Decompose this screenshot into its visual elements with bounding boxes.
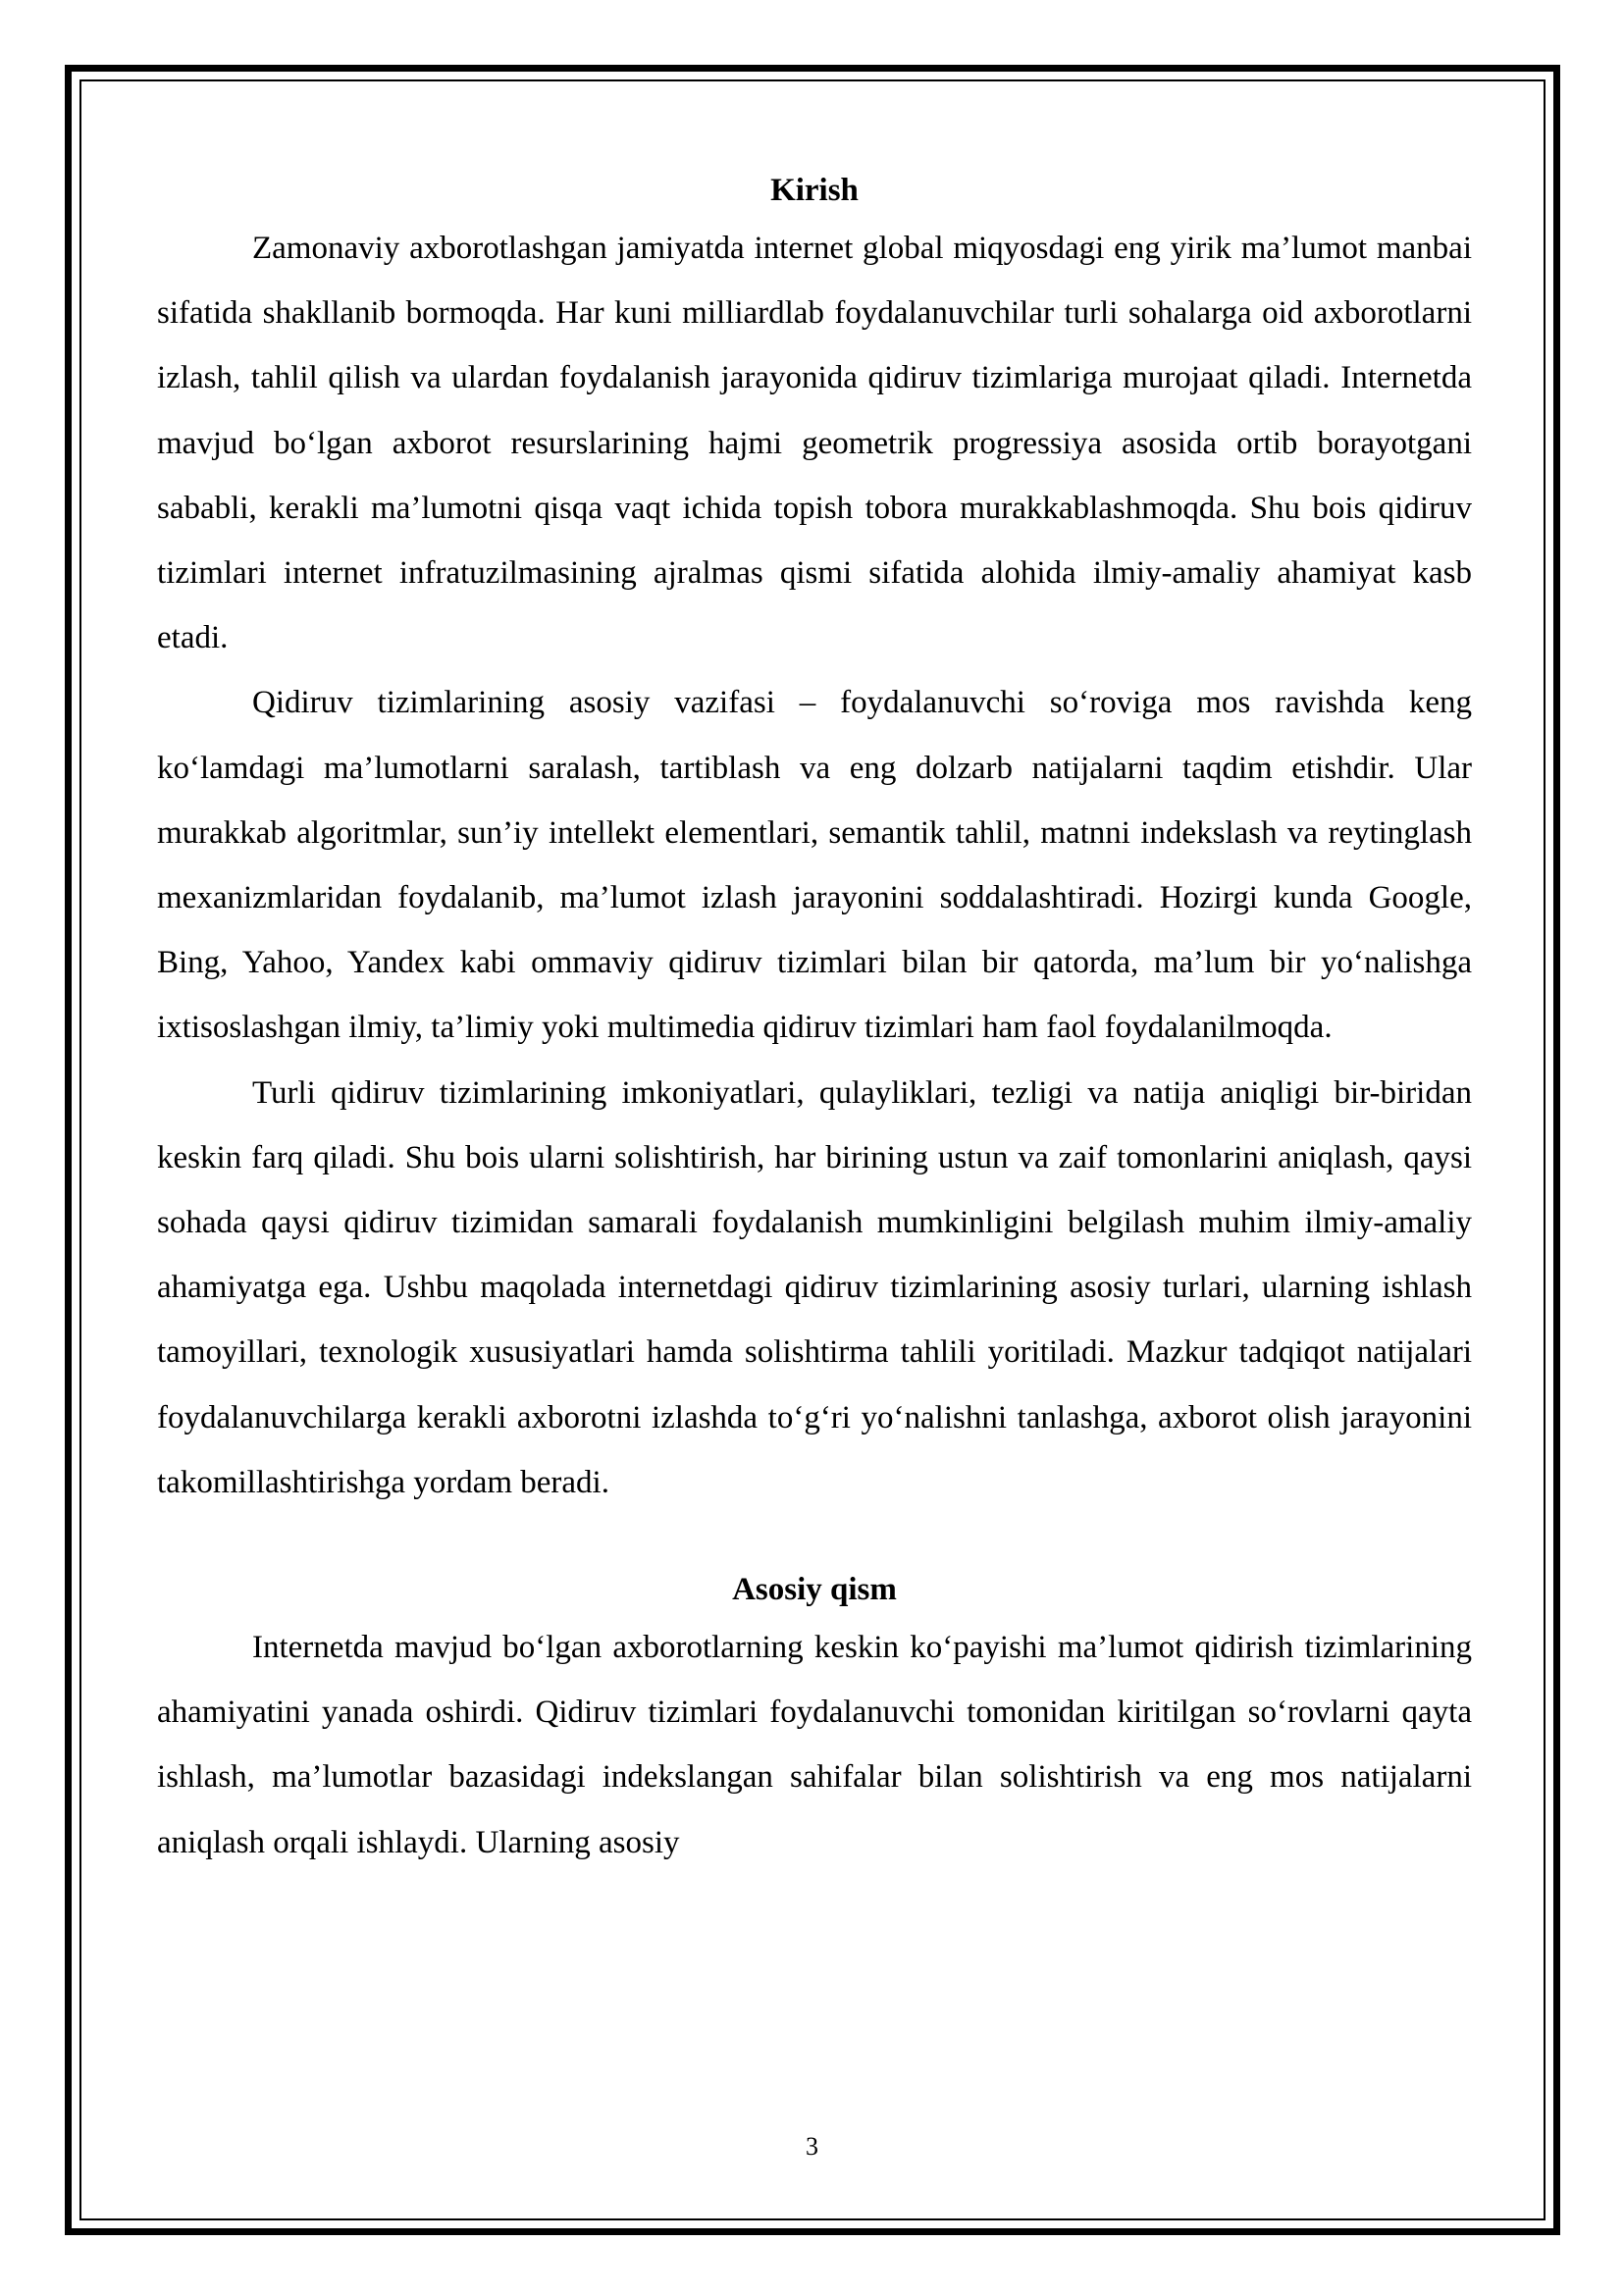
page-content <box>157 165 1472 1875</box>
intro-paragraph-1: Zamonaviy axborotlashgan jamiyatda internet global miqyosdagi eng yirik ma’lumot manbai sifatida shakllanib bormoqda. Har kuni milliardlab foydalanuvchilar turli sohalarga oid axborotlarni izlash, tahlil qilish va ulardan foydalanish jarayonida qidiruv tizimlariga murojaat qiladi. Internetda mavjud bo‘lgan axborot resurslarining hajmi geometrik progressiya asosida ortib borayotgani sababli, kerakli ma’lumotni qisqa vaqt ichida topish tobora murakkablashmoqda. Shu bois qidiruv tizimlari internet infratuzilmasining ajralmas qismi sifatida alohida ilmiy-amaliy ahamiyat kasb etadi. <box>157 231 1472 656</box>
section-spacer <box>157 1515 1472 1564</box>
section-title-asosiy-qism: Asosiy qism <box>732 1572 897 1608</box>
page-number: 3 <box>806 2132 818 2161</box>
intro-paragraph-3: Turli qidiruv tizimlarining imkoniyatlari, qulayliklari, tezligi va natija aniqligi bir-biridan keskin farq qiladi. Shu bois ularni solishtirish, har birining ustun va zaif tomonlarini aniqlash, qaysi sohada qaysi qidiruv tizimidan samarali foydalanish mumkinligini belgilash muhim ilmiy-amaliy ahamiyatga ega. Ushbu maqolada internetdagi qidiruv tizimlarining asosiy turlari, ularning ishlash tamoyillari, texnologik xususiyatlari hamda solishtirma tahlili yoritiladi. Mazkur tadqiqot natijalari foydalanuvchilarga kerakli axborotni izlashda to‘g‘ri yo‘nalishni tanlashga, axborot olish jarayonini takomillashtirishga yordam beradi. <box>157 1074 1472 1500</box>
main-paragraph-1: Internetda mavjud bo‘lgan axborotlarning keskin ko‘payishi ma’lumot qidirish tizimlarining ahamiyatini yanada oshirdi. Qidiruv tizimlari foydalanuvchi tomonidan kiritilgan so‘rovlarni qayta ishlash, ma’lumotlar bazasidagi indekslangan sahifalar bilan solishtirish va eng mos natijalarni aniqlash orqali ishlaydi. Ularning asosiy <box>157 1630 1472 1860</box>
intro-paragraph-2: Qidiruv tizimlarining asosiy vazifasi – foydalanuvchi so‘roviga mos ravishda keng ko‘lamdagi ma’lumotlarni saralash, tartiblash va eng dolzarb natijalarni taqdim etishdir. Ular murakkab algoritmlar, sun’iy intellekt elementlari, semantik tahlil, matnni indekslash va reytinglash mexanizmlaridan foydalanib, ma’lumot izlash jarayonini soddalashtiradi. Hozirgi kunda Google, Bing, Yahoo, Yandex kabi ommaviy qidiruv tizimlari bilan bir qatorda, ma’lum bir yo‘nalishga ixtisoslashgan ilmiy, ta’limiy yoki multimedia qidiruv tizimlari ham faol foydalanilmoqda. <box>157 685 1472 1046</box>
section-title-kirish: Kirish <box>770 173 859 208</box>
